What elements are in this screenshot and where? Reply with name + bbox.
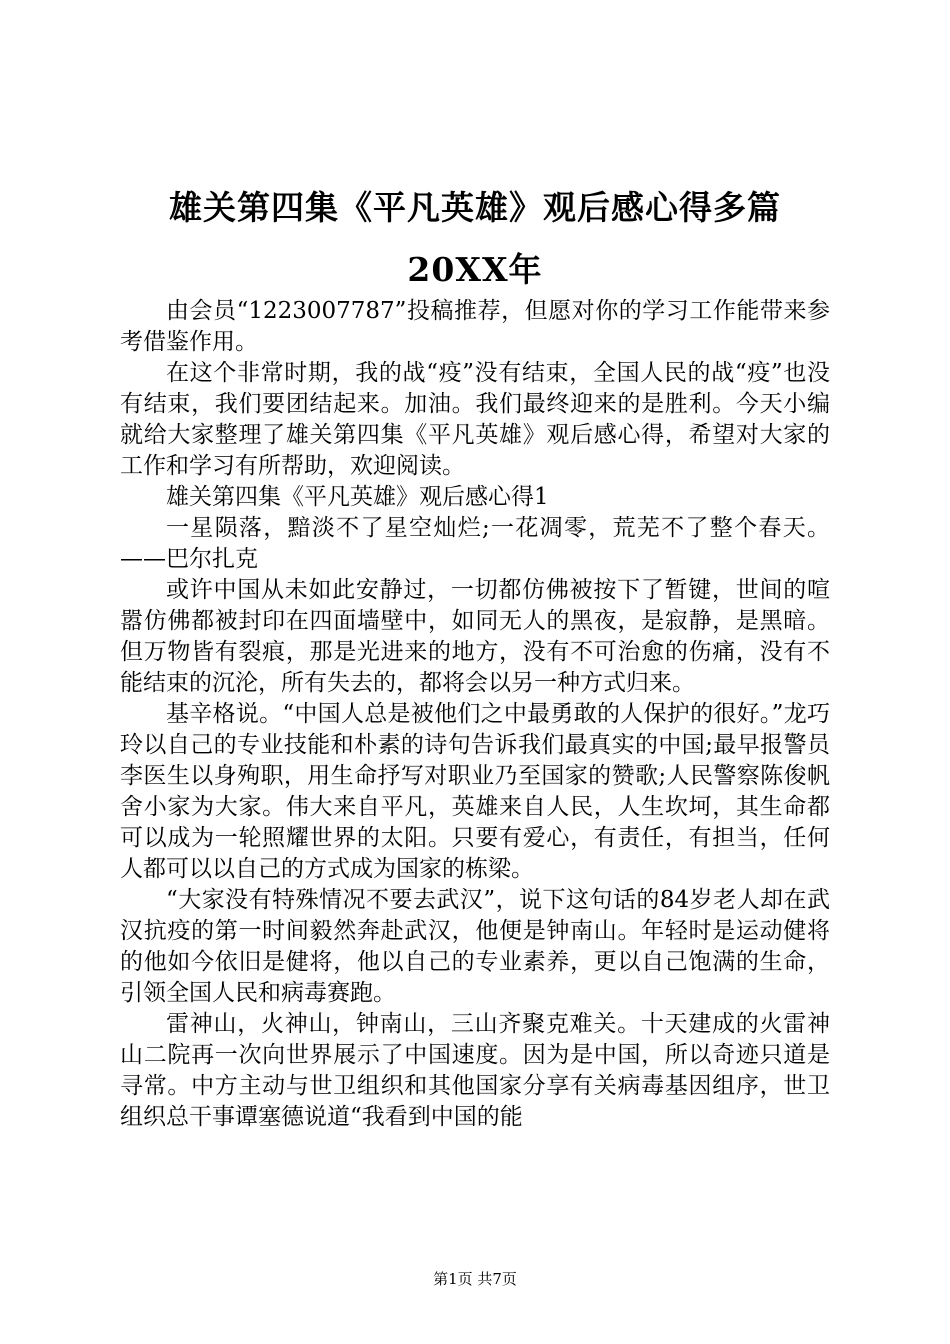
paragraph: 由会员“1223007787”投稿推荐，但愿对你的学习工作能带来参考借鉴作用。 (120, 298, 830, 355)
section-heading: 雄关第四集《平凡英雄》观后感心得1 (166, 484, 549, 510)
document-title-line2: 20XX年 (407, 250, 543, 289)
page-footer: 第1页 共7页 (433, 1270, 517, 1288)
document-title-line1: 雄关第四集《平凡英雄》观后感心得多篇 (169, 188, 781, 227)
document-body (120, 296, 830, 1133)
paragraph: 一星陨落，黯淡不了星空灿烂;一花凋零，荒芜不了整个春天。——巴尔扎克 (120, 515, 830, 572)
paragraph: 在这个非常时期，我的战“疫”没有结束，全国人民的战“疫”也没有结束，我们要团结起来。加油。我们最终迎来的是胜利。今天小编就给大家整理了雄关第四集《平凡英雄》观后感心得，希望对大家的工作和学习有所帮助，欢迎阅读。 (120, 360, 830, 479)
paragraph: 或许中国从未如此安静过，一切都仿佛被按下了暂键，世间的喧嚣仿佛都被封印在四面墙壁中，如同无人的黑夜，是寂静，是黑暗。但万物皆有裂痕，那是光进来的地方，没有不可治愈的伤痛，没有不能结束的沉沦，所有失去的，都将会以另一种方式归来。 (120, 577, 830, 696)
paragraph: “大家没有特殊情况不要去武汉”，说下这句话的84岁老人却在武汉抗疫的第一时间毅然奔赴武汉，他便是钟南山。年轻时是运动健将的他如今依旧是健将，他以自己的专业素养，更以自己饱满的生命，引领全国人民和病毒赛跑。 (120, 887, 830, 1006)
paragraph: 基辛格说。“中国人总是被他们之中最勇敢的人保护的很好。”龙巧玲以自己的专业技能和朴素的诗句告诉我们最真实的中国;最早报警员李医生以身殉职，用生命抒写对职业乃至国家的赞歌;人民警察陈俊帆舍小家为大家。伟大来自平凡，英雄来自人民，人生坎坷，其生命都可以成为一轮照耀世界的太阳。只要有爱心，有责任，有担当，任何人都可以以自己的方式成为国家的栋梁。 (120, 701, 830, 882)
paragraph: 雷神山，火神山，钟南山，三山齐聚克难关。十天建成的火雷神山二院再一次向世界展示了中国速度。因为是中国，所以奇迹只道是寻常。中方主动与世卫组织和其他国家分享有关病毒基因组序，世卫组织总干事谭塞德说道“我看到中国的能 (120, 1011, 830, 1130)
